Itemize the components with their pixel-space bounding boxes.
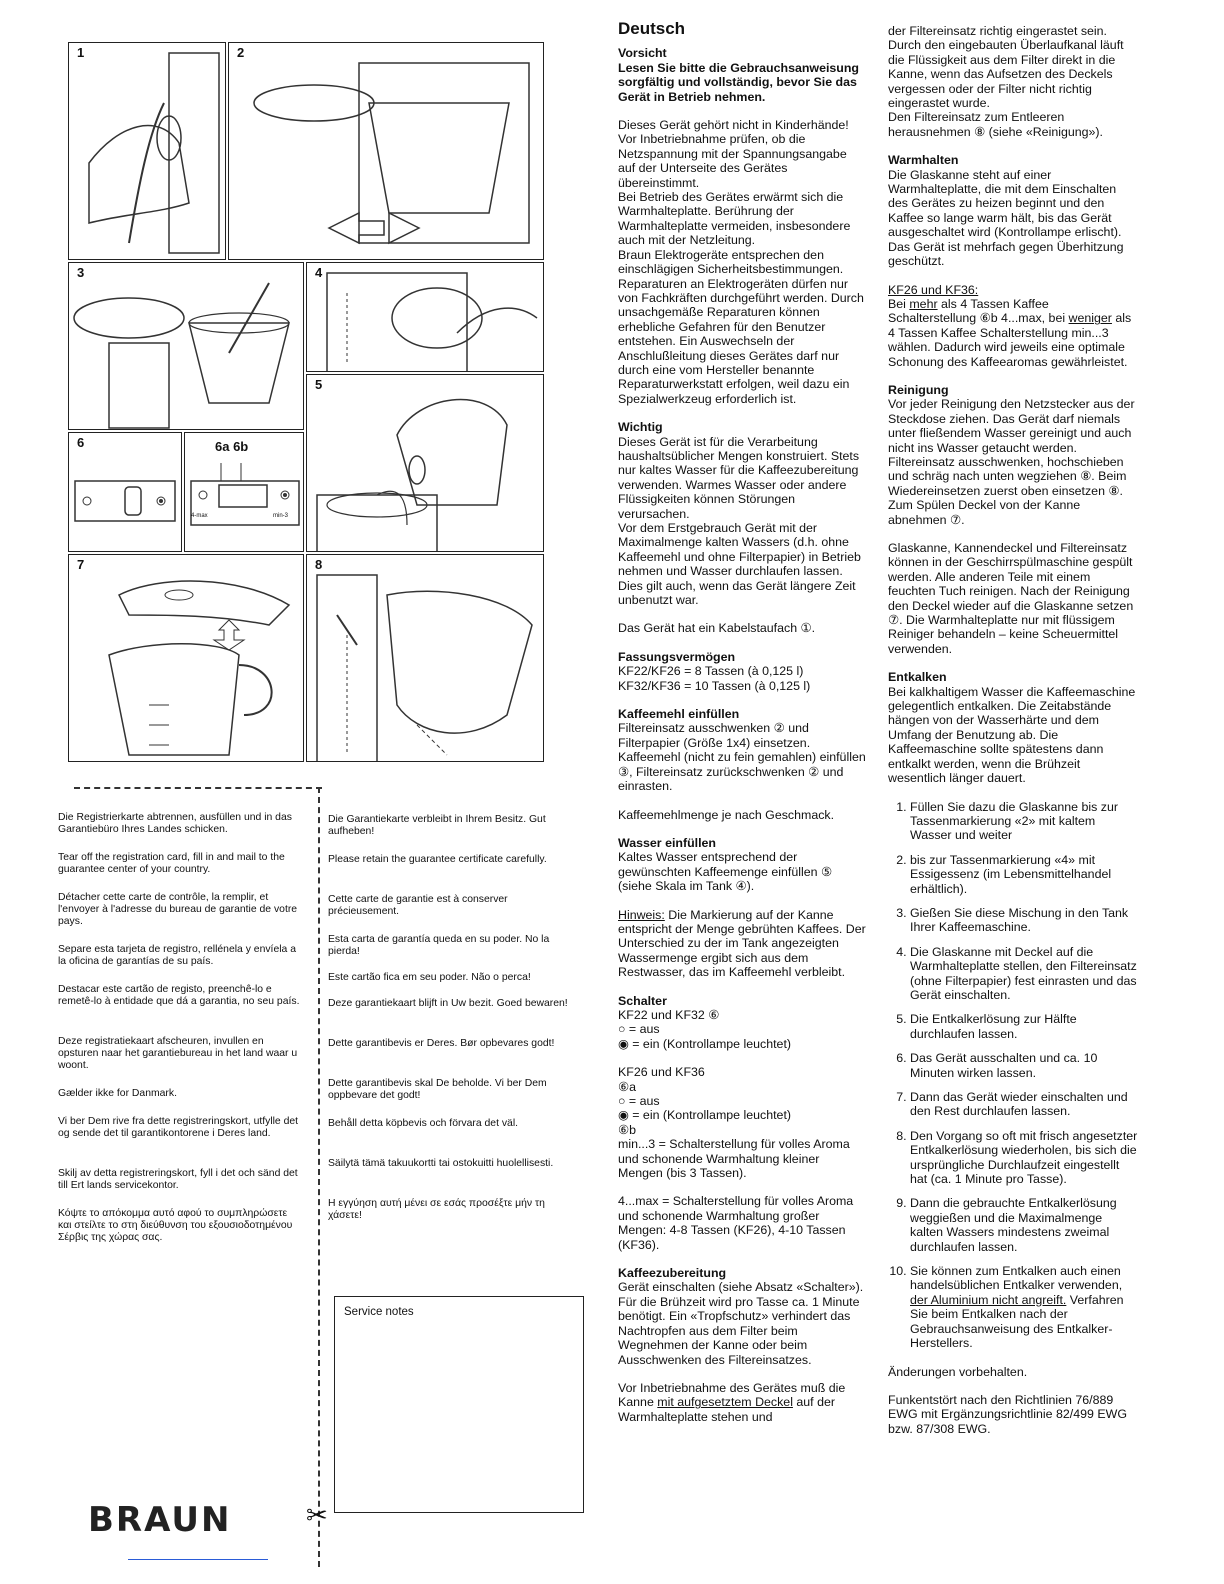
filter-cont-text: der Filtereinsatz richtig eingerastet sein. Durch den eingebauten Überlaufkanal läuft die Flüssigkeit aus dem Filter direkt in die Kanne, wenn das Aufsetzen des Deckels vergessen oder der Filter nicht richtig eingerastet wurde.	[888, 24, 1124, 111]
figure-number: 1	[77, 45, 85, 60]
switch-6a-on: ◉ = ein (Kontrollampe leuchtet)	[618, 1108, 792, 1123]
card-text-dk: Gælder ikke for Danmark.	[58, 1088, 177, 1099]
card-keep-de: Die Garantiekarte verbleibt in Ihrem Besitz. Gut aufheben!	[328, 814, 546, 837]
ground-coffee-text: Filtereinsatz ausschwenken ② und Filterpapier (Größe 1x4) einsetzen. Kaffeemehl (nicht zu fein gemahlen) einfüllen ③, Filtereinsatz zurückschwenken ② und einrasten.	[618, 721, 866, 794]
kf26-less: weniger	[1068, 311, 1112, 326]
kf26-heading: KF26 und KF36:	[888, 282, 979, 297]
card-keep-dk: Dette garantibevis er Deres. Bør opbevares godt!	[328, 1038, 555, 1049]
figure-number: 8	[315, 557, 323, 572]
descaling-heading: Entkalken	[888, 670, 947, 685]
figure-sublabel: 6a 6b	[215, 439, 249, 454]
card-keep-nl: Deze garantiekaart blijft in Uw bezit. Goed bewaren!	[328, 998, 568, 1009]
card-text-fr: Détacher cette carte de contrôle, la remplir, et l'envoyer à l'adresse du bureau de garantie de votre pays.	[58, 892, 298, 927]
water-text: Kaltes Wasser entsprechend der gewünschten Kaffeemenge einfüllen ⑤ (siehe Skala im Tank ④).	[618, 850, 833, 894]
safety-text-hotplate: Bei Betrieb des Gerätes erwärmt sich die Warmhalteplatte. Berührung der Warmhalteplatte vermeiden, insbesondere auch mit der Netzleitung.	[618, 190, 851, 248]
figure-number: 2	[237, 45, 245, 60]
kf26-more: mehr	[909, 296, 938, 311]
card-text-pt: Destacar este cartão de registo, preenchê-lo e remetê-lo à entidade que dá a garantia, no seu país.	[58, 984, 300, 1007]
caution-section	[618, 46, 866, 104]
switch-off-text: ○ = aus	[618, 1022, 660, 1037]
card-keep-fi: Säilytä tämä takuukortti tai ostokuitti huolellisesti.	[328, 1158, 554, 1169]
lid-warning-underline: mit aufgesetztem Deckel	[657, 1395, 793, 1410]
overheat-text: Das Gerät ist mehrfach gegen Überhitzung geschützt.	[888, 239, 1124, 269]
card-keep-en: Please retain the guarantee certificate carefully.	[328, 854, 547, 865]
switch-models-kf26: KF26 und KF36	[618, 1065, 705, 1080]
note-section	[618, 908, 866, 980]
switch-6b-min: min...3 = Schalterstellung für volles Aroma und schonende Warmhaltung kleiner Mengen (bis 3 Tassen).	[618, 1137, 850, 1181]
service-notes-label: Service notes	[344, 1306, 414, 1318]
dishwasher-text: Glaskanne, Kannendeckel und Filtereinsatz können in der Geschirrspülmaschine gespült werden. Alle anderen Teile mit einem feuchten Tuch reinigen. Nach der Reinigung den Deckel wieder auf die Glaskanne setzen ⑦. Die Warmhalteplatte nur mit flüssigem Reiniger behandeln – keine Scheuermittel verwenden.	[888, 541, 1134, 656]
step10-underline: der Aluminium nicht angreift.	[910, 1292, 1067, 1307]
filter-cont-section	[888, 24, 1138, 139]
important-heading: Wichtig	[618, 420, 663, 435]
scissors-icon: ✂	[306, 1500, 328, 1530]
kf26-text-3: als 4 Tassen Kaffee Schalterstellung min...3 wählen. Dadurch wird jeweils eine optimale Schonung des Kaffeearomas gewährleistet.	[888, 311, 1132, 369]
brewing-section	[618, 1266, 866, 1367]
cleaning-text: Vor jeder Reinigung den Netzstecker aus der Steckdose ziehen. Das Gerät darf niemals unter fließendem Wasser gereinigt und auch nicht ins Wasser getaucht werden. Filtereinsatz ausschwenken, hochschieben und schräg nach unten wegziehen ⑧. Beim Wiedereinsetzen zuerst oben einsetzen ⑧. Zum Spülen Deckel von der Kanne abnehmen ⑦.	[888, 397, 1135, 527]
lid-warning	[618, 1381, 866, 1424]
cleaning-section	[888, 383, 1138, 527]
descaling-step: 4. Die Glaskanne mit Deckel auf die Warmhalteplatte stellen, den Filtereinsatz (ohne Filterpapier) fest einrasten und das Gerät einschalten.	[910, 945, 1138, 1003]
lid-warning-a: Vor Inbetriebnahme des Gerätes muß die Kanne	[618, 1380, 846, 1410]
safety-text-voltage: Vor Inbetriebnahme prüfen, ob die Netzspannung mit der Spannungsangabe auf der Unterseite des Gerätes übereinstimmt.	[618, 132, 847, 190]
descaling-step: 7. Dann das Gerät wieder einschalten und den Rest durchlaufen lassen.	[910, 1090, 1138, 1119]
switch-6b-max: 4...max = Schalterstellung für volles Aroma und schonende Warmhaltung großer Mengen: 4-8 Tassen (KF26), 4-10 Tassen (KF36).	[618, 1194, 854, 1252]
figure-number: 4	[315, 265, 323, 280]
caution-text: Lesen Sie bitte die Gebrauchsanweisung sorgfältig und vollständig, bevor Sie das Gerät in Betrieb nehmen.	[618, 60, 859, 104]
filter-remove-text: Den Filtereinsatz zum Entleeren herausnehmen ⑧ (siehe «Reinigung»).	[888, 110, 1103, 139]
interference-text: Funkentstört nach den Richtlinien 76/889 EWG mit Ergänzungsrichtlinie 82/499 EWG bzw. 87/308 EWG.	[888, 1392, 1127, 1436]
descaling-step	[910, 1264, 1138, 1350]
capacity-heading: Fassungsvermögen	[618, 649, 736, 664]
card-text-en: Tear off the registration card, fill in and mail to the guarantee center of your country.	[58, 852, 285, 875]
lid-warning-b: auf der Warmhalteplatte stehen und	[618, 1395, 835, 1424]
important-text-first-use: Vor dem Erstgebrauch Gerät mit der Maximalmenge kalten Wassers (d.h. ohne Kaffeemehl und ohne Filterpapier) in Betrieb nehmen und Wasser durchlaufen lassen. Dies gilt auch, wenn das Gerät längere Zeit unbenutzt war.	[618, 521, 861, 608]
kf26-section	[888, 283, 1138, 369]
instructions-column-1	[618, 19, 866, 1438]
instructions-column-2	[888, 24, 1138, 1450]
card-keep-se: Behåll detta köpbevis och förvara det väl.	[328, 1118, 519, 1129]
figure-number: 6	[77, 435, 85, 450]
safety-text-repairs: Braun Elektrogeräte entsprechen den einschlägigen Sicherheitsbestimmungen. Reparaturen an Elektrogeräten dürfen nur von Fachkräften durchgeführt werden. Durch unsachgemäße Reparaturen können erhebliche Gefahren für den Benutzer entstehen. Ein Auswechseln der Anschlußleitung dieses Gerätes darf nur durch eine vom Hersteller benannte Reparaturwerkstatt erfolgen, weil dazu ein Spezialwerkzeug erforderlich ist.	[618, 247, 864, 406]
switch-models-kf22: KF22 und KF32 ⑥	[618, 1007, 720, 1022]
step10-b: Verfahren Sie beim Entkalken nach der Gebrauchsanweisung des Entkalker-Herstellers.	[910, 1292, 1124, 1351]
switch-on-text: ◉ = ein (Kontrollampe leuchtet)	[618, 1036, 792, 1051]
card-keep-pt: Este cartão fica em seu poder. Não o perca!	[328, 972, 531, 983]
ground-coffee-section	[618, 707, 866, 793]
descaling-step: 8. Den Vorgang so oft mit frisch angesetzter Entkalkerlösung wiederholen, bis sich die ursprüngliche Durchlaufzeit eingestellt hat (ca. 1 Minute pro Tasse).	[910, 1129, 1138, 1187]
capacity-kf32: KF32/KF36 = 10 Tassen (à 0,125 l)	[618, 678, 811, 693]
card-text-nl: Deze registratiekaart afscheuren, invullen en opsturen naar het garantiebureau in het land waar u woont.	[58, 1036, 298, 1071]
card-text-no: Vi ber Dem rive fra dette registreringskort, utfylle det og sende det til garantikontorene i Deres land.	[58, 1116, 299, 1139]
brewing-heading: Kaffeezubereitung	[618, 1266, 727, 1281]
descaling-text: Bei kalkhaltigem Wasser die Kaffeemaschine gelegentlich entkalken. Die Zeitabstände hängen von der Wasserhärte und dem Umfang der Benutzung ab. Die Kaffeemaschine sollte spätestens dann entkalkt werden, wenn die Brühzeit wesentlich länger dauert.	[888, 684, 1136, 786]
switch-6a-off: ○ = aus	[618, 1094, 660, 1108]
service-notes-box	[334, 1296, 584, 1513]
keep-warm-text: Die Glaskanne steht auf einer Warmhalteplatte, die mit dem Einschalten des Gerätes zu heizen beginnt und den Kaffee so lange warm hält, bis das Gerät ausgeschaltet wird (Kontrollampe erlischt).	[888, 167, 1122, 240]
card-keep-fr: Cette carte de garantie est à conserver précieusement.	[328, 894, 508, 917]
changes-reserved-text: Änderungen vorbehalten.	[888, 1364, 1028, 1379]
card-keep-gr: Η εγγύηση αυτή μένει σε εσάς προσέξτε μήν τη χάσετε!	[328, 1198, 545, 1221]
switch-label-max: 4-max	[191, 513, 208, 519]
switch-label-min: min-3	[273, 513, 289, 519]
descaling-steps	[888, 800, 1138, 1351]
switch-section-kf26	[618, 1065, 866, 1180]
note-label: Hinweis:	[618, 907, 665, 922]
figure-number: 5	[315, 377, 323, 392]
descaling-step: 5. Die Entkalkerlösung zur Hälfte durchlaufen lassen.	[910, 1012, 1138, 1041]
switch-heading: Schalter	[618, 993, 667, 1008]
water-heading: Wasser einfüllen	[618, 835, 717, 850]
card-text-gr: Κόψτε το απόκομμα αυτό αφού το συμπληρώσετε και στείλτε το στη διεύθυνση του εξουσιοδοτημένου Σέρβις της χώρας σας.	[58, 1208, 293, 1243]
capacity-section	[618, 650, 866, 693]
capacity-kf22: KF22/KF26 = 8 Tassen (à 0,125 l)	[618, 664, 804, 679]
step10-a: Sie können zum Entkalken auch einen handelsüblichen Entkalker verwenden,	[910, 1264, 1123, 1293]
switch-section-kf22	[618, 994, 866, 1052]
card-text-de: Die Registrierkarte abtrennen, ausfüllen und in das Garantiebüro Ihres Landes schicken.	[58, 812, 292, 835]
ground-coffee-heading: Kaffeemehl einfüllen	[618, 707, 740, 722]
coffee-amount-text: Kaffeemehlmenge je nach Geschmack.	[618, 807, 835, 822]
descaling-step: 6. Das Gerät ausschalten und ca. 10 Minuten wirken lassen.	[910, 1051, 1138, 1080]
brewing-text: Gerät einschalten (siehe Absatz «Schalter»). Für die Brühzeit wird pro Tasse ca. 1 Minute benötigt. Ein «Tropfschutz» verhindert das Nachtropfen aus dem Filter beim Wegnehmen der Kanne oder beim Ausschwenken des Filtereinsatzes.	[618, 1280, 864, 1367]
water-section	[618, 836, 866, 894]
card-keep-es: Esta carta de garantía queda en su poder. No la pierda!	[328, 934, 550, 957]
switch-6b-label: ⑥b	[618, 1122, 636, 1137]
switch-6a-label: ⑥a	[618, 1079, 636, 1094]
important-text: Dieses Gerät ist für die Verarbeitung haushaltsüblicher Mengen konstruiert. Stets nur kaltes Wasser für die Kaffeezubereitung verwenden. Warmes Wasser oder andere Flüssigkeiten können Störungen verursachen.	[618, 434, 860, 521]
descaling-section	[888, 670, 1138, 785]
safety-text-children: Dieses Gerät gehört nicht in Kinderhände!	[618, 118, 849, 133]
kf26-text-2: als 4 Tassen Kaffee Schalterstellung ⑥b 4...max, bei	[888, 296, 1069, 326]
keep-warm-heading: Warmhalten	[888, 153, 959, 168]
language-title: Deutsch	[618, 19, 686, 38]
descaling-step: 3. Gießen Sie diese Mischung in den Tank Ihrer Kaffeemaschine.	[910, 906, 1138, 935]
braun-logo: BRAUN	[88, 1500, 232, 1540]
card-text-se: Skilj av detta registreringskort, fyll i det och sänd det till Ert lands servicekontor.	[58, 1168, 298, 1191]
figure-number: 3	[77, 265, 85, 280]
descaling-step: 2. bis zur Tassenmarkierung «4» mit Essigessenz (im Lebensmittelhandel erhältlich).	[910, 853, 1138, 896]
cable-storage-text: Das Gerät hat ein Kabelstaufach ①.	[618, 621, 816, 636]
important-section	[618, 420, 866, 607]
keep-warm-section	[888, 153, 1138, 268]
cleaning-heading: Reinigung	[888, 382, 949, 397]
figure-number: 7	[77, 557, 85, 572]
descaling-step: 1. Füllen Sie dazu die Glaskanne bis zur Tassenmarkierung «2» mit kaltem Wasser und weiter	[910, 800, 1138, 843]
caution-heading: Vorsicht	[618, 46, 667, 61]
card-text-es: Separe esta tarjeta de registro, rellénela y envíela a la oficina de garantías de su país.	[58, 944, 296, 967]
divider	[128, 1559, 268, 1560]
descaling-step: 9. Dann die gebrauchte Entkalkerlösung weggießen und die Maximalmenge kalten Wassers mindestens zweimal durchlaufen lassen.	[910, 1196, 1138, 1254]
kf26-text-1: Bei	[888, 296, 910, 311]
note-text: Die Markierung auf der Kanne entspricht der Menge gebrühten Kaffees. Der Unterschied zu der im Tank angezeigten Wassermenge ergibt sich aus dem Restwasser, das im Kaffeemehl verbleibt.	[618, 907, 866, 980]
safety-section	[618, 118, 866, 406]
card-keep-no: Dette garantibevis skal De beholde. Vi ber Dem oppbevare det godt!	[328, 1078, 547, 1101]
